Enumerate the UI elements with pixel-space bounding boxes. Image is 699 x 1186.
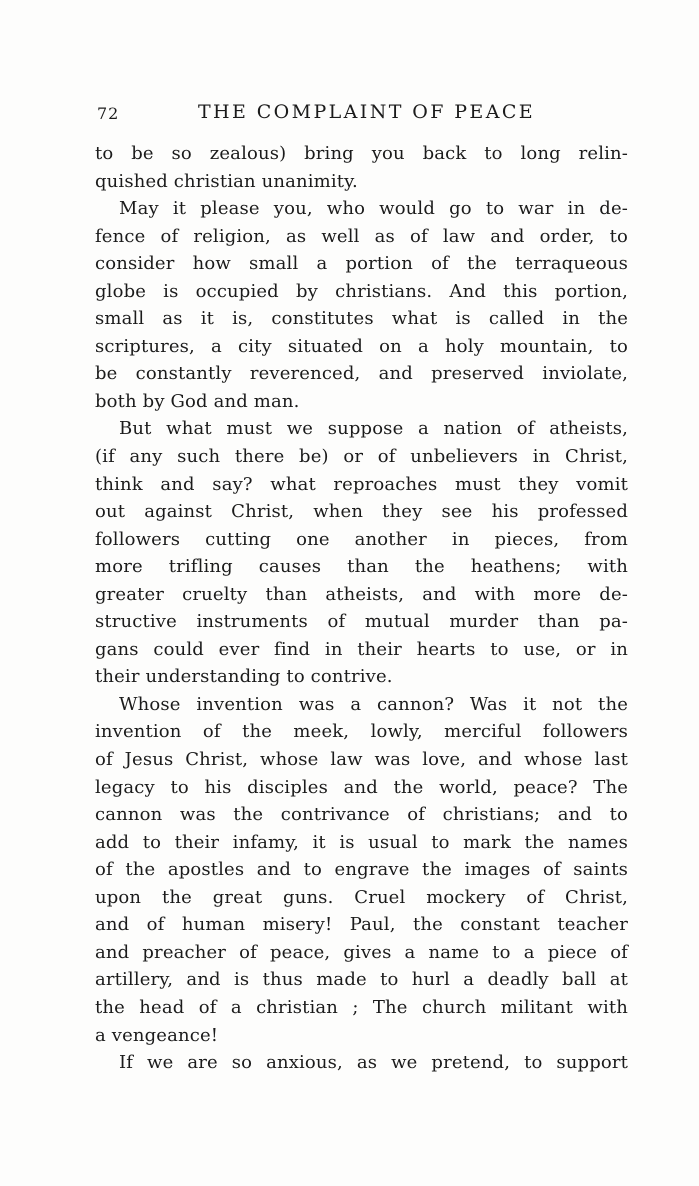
text-line: May it please you, who would go to war in de- bbox=[119, 198, 628, 220]
text-line: both by God and man. bbox=[95, 390, 300, 412]
text-line: of Jesus Christ, whose law was love, and whose last bbox=[95, 749, 628, 771]
text-line: think and say? what reproaches must they vomit bbox=[95, 473, 628, 495]
text-line: upon the great guns. Cruel mockery of Christ, bbox=[95, 886, 628, 908]
paragraph bbox=[95, 415, 628, 690]
paragraph bbox=[95, 195, 628, 415]
page-number: 72 bbox=[97, 104, 120, 123]
paragraph bbox=[95, 691, 628, 1049]
text-line: out against Christ, when they see his professed bbox=[95, 501, 628, 523]
text-block bbox=[95, 140, 628, 1077]
text-line: legacy to his disciples and the world, peace? The bbox=[95, 776, 628, 798]
text-line: and of human misery! Paul, the constant teacher bbox=[95, 914, 628, 936]
text-line: of the apostles and to engrave the images of saints bbox=[95, 859, 628, 881]
text-line: invention of the meek, lowly, merciful followers bbox=[95, 721, 628, 743]
text-line: artillery, and is thus made to hurl a deadly ball at bbox=[95, 969, 628, 991]
text-line: add to their infamy, it is usual to mark the names bbox=[95, 831, 628, 853]
text-line: If we are so anxious, as we pretend, to support bbox=[119, 1052, 628, 1074]
text-line: structive instruments of mutual murder than pa- bbox=[95, 611, 628, 633]
text-line: scriptures, a city situated on a holy mountain, to bbox=[95, 335, 628, 357]
text-line: a vengeance! bbox=[95, 1024, 219, 1046]
text-line: Whose invention was a cannon? Was it not the bbox=[119, 693, 628, 715]
text-line: quished christian unanimity. bbox=[95, 170, 358, 192]
text-line: globe is occupied by christians. And this portion, bbox=[95, 280, 628, 302]
text-line: consider how small a portion of the terraqueous bbox=[95, 253, 628, 275]
paragraph bbox=[95, 140, 628, 195]
text-line: the head of a christian ; The church militant with bbox=[95, 996, 628, 1018]
text-line: greater cruelty than atheists, and with more de- bbox=[95, 583, 628, 605]
text-line: to be so zealous) bring you back to long relin- bbox=[95, 143, 628, 164]
text-line: small as it is, constitutes what is called in the bbox=[95, 308, 628, 330]
text-line: cannon was the contrivance of christians; and to bbox=[95, 804, 628, 826]
running-header bbox=[95, 101, 628, 125]
text-line: (if any such there be) or of unbelievers in Christ, bbox=[95, 446, 628, 468]
text-line: gans could ever find in their hearts to use, or in bbox=[95, 638, 628, 660]
running-title: THE COMPLAINT OF PEACE bbox=[197, 101, 536, 123]
text-line: fence of religion, as well as of law and order, to bbox=[95, 225, 628, 247]
text-line: But what must we suppose a nation of atheists, bbox=[119, 418, 628, 440]
text-line: followers cutting one another in pieces, from bbox=[95, 528, 628, 550]
text-line: and preacher of peace, gives a name to a piece of bbox=[95, 941, 628, 963]
text-line: their understanding to contrive. bbox=[95, 666, 393, 688]
text-line: be constantly reverenced, and preserved inviolate, bbox=[95, 363, 628, 385]
paragraph bbox=[95, 1049, 628, 1077]
text-line: more trifling causes than the heathens; with bbox=[95, 556, 628, 578]
